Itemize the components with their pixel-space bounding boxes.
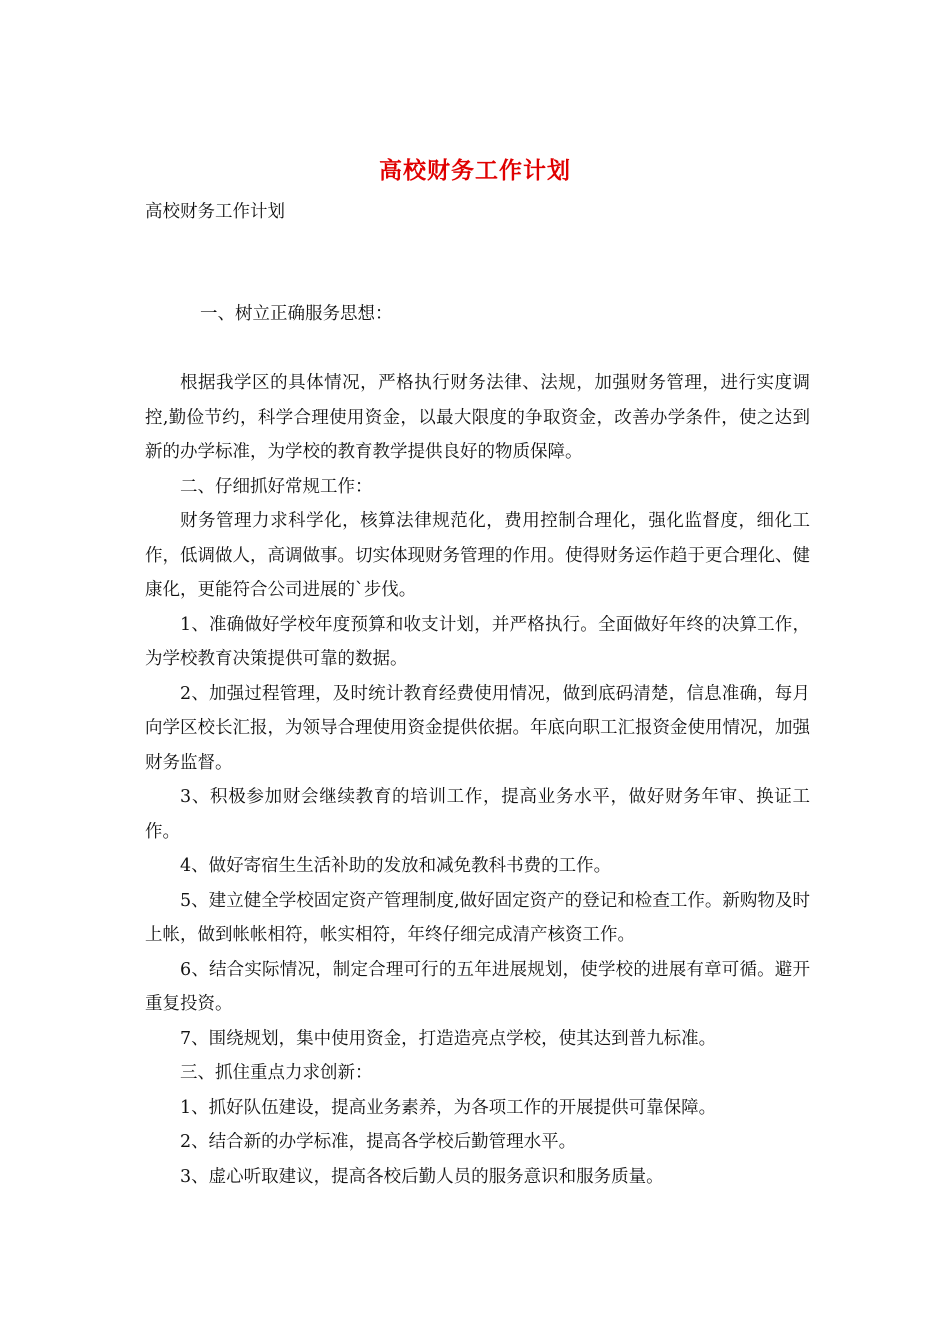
paragraph-intro: 根据我学区的具体情况，严格执行财务法律、法规，加强财务管理，进行实度调控,勤俭节约，科学合理使用资金，以最大限度的争取资金，改善办学条件，使之达到新的办学标准，为学校的教育教学提供良好的物质保障。: [145, 373, 810, 462]
list-item: 5、建立健全学校固定资产管理制度,做好固定资产的登记和检查工作。新购物及时上帐，做到帐帐相符，帐实相符，年终仔细完成清产核资工作。: [145, 890, 810, 945]
list-item: 3、虚心听取建议，提高各校后勤人员的服务意识和服务质量。: [180, 1166, 664, 1187]
document-body: [145, 366, 810, 1194]
list-item: 3、积极参加财会继续教育的培训工作，提高业务水平，做好财务年审、换证工作。: [145, 787, 810, 842]
list-item: 2、加强过程管理，及时统计教育经费使用情况，做到底码清楚，信息准确，每月向学区校长汇报，为领导合理使用资金提供依据。年底向职工汇报资金使用情况，加强财务监督。: [145, 683, 810, 773]
document-title: 高校财务工作计划: [379, 157, 571, 184]
list-item: 7、围绕规划，集中使用资金，打造造亮点学校，使其达到普九标准。: [180, 1028, 717, 1049]
list-item: 6、结合实际情况，制定合理可行的五年进展规划，使学校的进展有章可循。避开重复投资。: [145, 959, 810, 1014]
paragraph-section2: 财务管理力求科学化，核算法律规范化，费用控制合理化，强化监督度，细化工作，低调做人，高调做事。切实体现财务管理的作用。使得财务运作趋于更合理化、健康化，更能符合公司进展的`步伐。: [145, 511, 810, 600]
list-item: 1、抓好队伍建设，提高业务素养，为各项工作的开展提供可靠保障。: [180, 1097, 717, 1118]
list-item: 1、准确做好学校年度预算和收支计划，并严格执行。全面做好年终的决算工作，为学校教育决策提供可靠的数据。: [145, 614, 810, 669]
section-heading-2: 二、仔细抓好常规工作：: [180, 476, 373, 497]
document-subtitle: 高校财务工作计划: [145, 202, 285, 222]
section-heading-3: 三、抓住重点力求创新：: [180, 1063, 373, 1083]
list-item: 2、结合新的办学标准，提高各学校后勤管理水平。: [180, 1132, 577, 1152]
list-item: 4、做好寄宿生生活补助的发放和减免教科书费的工作。: [180, 856, 612, 876]
section-heading-1: 一、树立正确服务思想：: [200, 304, 393, 324]
